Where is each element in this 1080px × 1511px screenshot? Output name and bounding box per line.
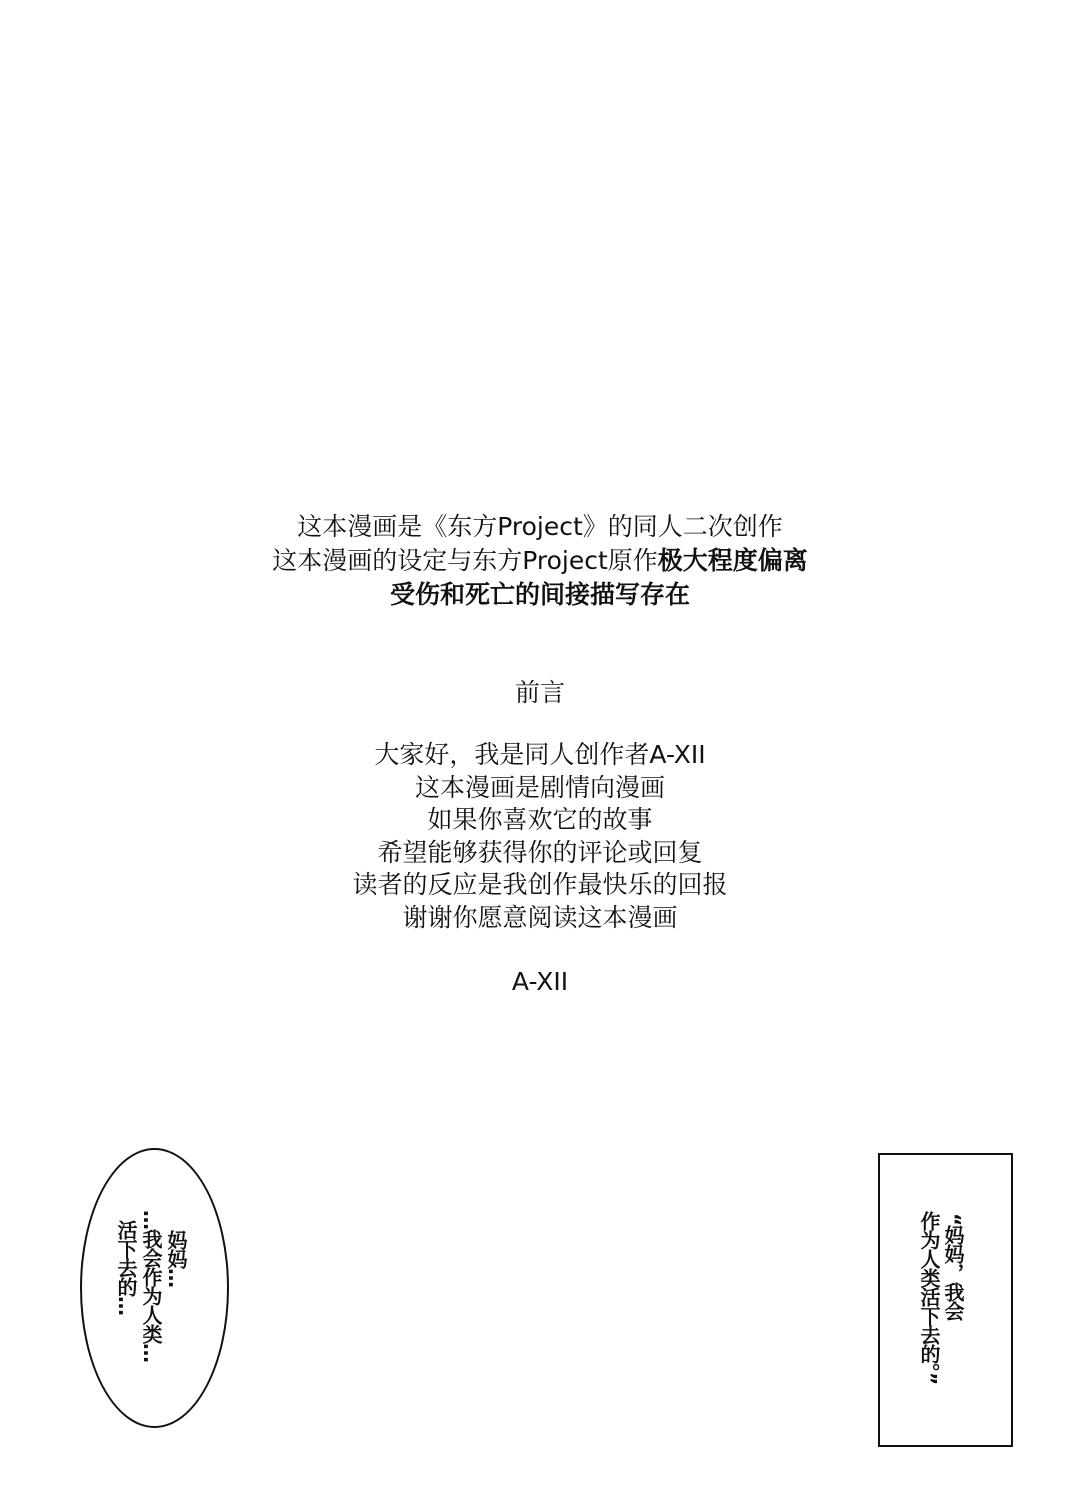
preface-line: 大家好，我是同人创作者A-XII <box>374 740 706 769</box>
preface-line: 谢谢你愿意阅读这本漫画 <box>402 902 678 932</box>
bubble-line: 活下去的… <box>114 1220 138 1315</box>
notice-line-2-bold: 极大程度偏离 <box>657 546 808 575</box>
preface-line: 如果你喜欢它的故事 <box>427 805 653 834</box>
notice-line-2-normal: 这本漫画的设定与东方Project原作 <box>272 546 658 575</box>
author-signature: A-XII <box>511 967 569 996</box>
notice-line-1: 这本漫画是《东方Project》的同人二次创作 <box>297 512 783 541</box>
preface-line: 这本漫画是剧情向漫画 <box>414 772 665 802</box>
preface-body <box>0 739 1080 934</box>
bubble-line: 妈妈… <box>164 1230 188 1287</box>
preface-title: 前言 <box>514 678 565 707</box>
narration-box <box>878 1153 1013 1447</box>
notice-line-3: 受伤和死亡的间接描写存在 <box>389 580 690 609</box>
speech-bubble <box>80 1148 229 1428</box>
content-notice <box>0 510 1080 612</box>
preface-line: 希望能够获得你的评论或回复 <box>377 837 703 867</box>
notice-line-2 <box>0 544 1080 578</box>
preface-line: 读者的反应是我创作最快乐的回报 <box>352 870 728 899</box>
narration-line: “妈妈，我会 <box>941 1213 965 1321</box>
narration-line: 作为人类活下去的。” <box>917 1211 941 1385</box>
bubble-line: …我会作为人类… <box>139 1210 163 1362</box>
